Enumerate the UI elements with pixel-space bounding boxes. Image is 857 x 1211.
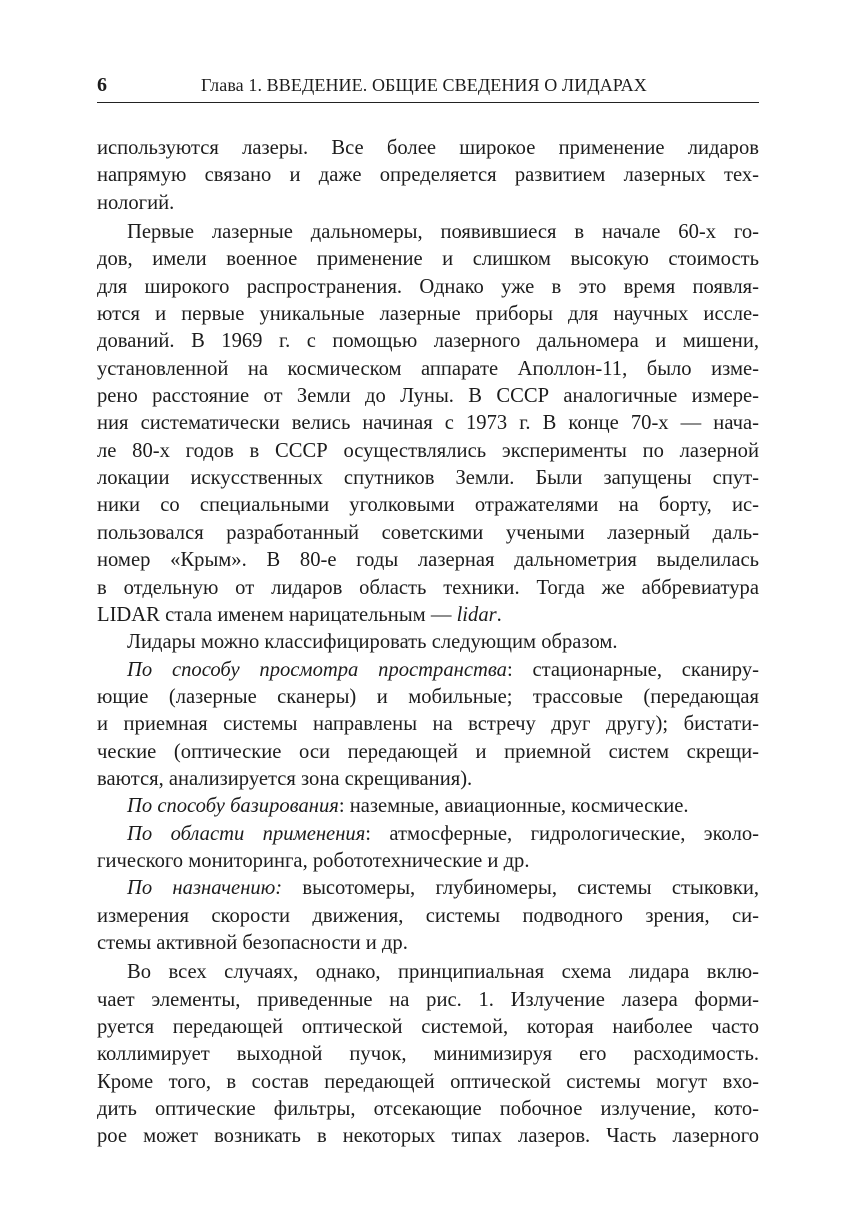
text-line: коллимирует выходной пучок, минимизируя его расходимость. — [97, 1043, 759, 1066]
body-text — [97, 135, 759, 1151]
page-header — [97, 72, 759, 103]
italic-term: По способу базирования — [127, 795, 339, 818]
text-run: высотомеры, глубиномеры, системы стыковки, — [282, 877, 759, 900]
text-line: ле 80-х годов в СССР осуществлялись эксперименты по лазерной — [97, 439, 759, 462]
text-line: ющие (лазерные сканеры) и мобильные; трассовые (передающая — [97, 685, 759, 708]
text-line: установленной на космическом аппарате Аполлон-11, было изме- — [97, 357, 759, 380]
text-line: дить оптические фильтры, отсекающие побочное излучение, кото- — [97, 1098, 759, 1121]
text-line: дов, имели военное применение и слишком высокую стоимость — [97, 248, 759, 271]
running-head: Глава 1. ВВЕДЕНИЕ. ОБЩИЕ СВЕДЕНИЯ О ЛИДАРАХ — [201, 75, 647, 95]
text-line: локации искусственных спутников Земли. Были запущены спут- — [97, 467, 759, 490]
text-line: рое может возникать в некоторых типах лазеров. Часть лазерного — [97, 1125, 759, 1148]
text-line: рено расстояние от Земли до Луны. В СССР аналогичные измере- — [97, 385, 759, 408]
text-line: в отдельную от лидаров область техники. Тогда же аббревиатура — [97, 576, 759, 599]
text-line: Во всех случаях, однако, принципиальная схема лидара вклю- — [127, 961, 759, 984]
italic-term: По назначению: — [127, 877, 283, 900]
text-line: ются и первые уникальные лазерные приборы для научных иссле- — [97, 303, 759, 326]
text-line — [97, 875, 759, 902]
page-number: 6 — [97, 74, 107, 96]
text-run: : наземные, авиационные, космические. — [338, 795, 689, 818]
text-line — [97, 602, 759, 629]
text-line: стемы активной безопасности и др. — [97, 931, 408, 954]
text-line: пользовался разработанный советскими учеными лазерный даль- — [97, 521, 759, 544]
text-line — [97, 657, 759, 684]
text-line: используются лазеры. Все более широкое применение лидаров — [97, 137, 759, 159]
text-line: номер «Крым». В 80-е годы лазерная дальнометрия выделилась — [97, 549, 759, 572]
text-line — [97, 793, 759, 820]
text-line: ваются, анализируется зона скрещивания). — [97, 767, 473, 790]
text-line: дований. В 1969 г. с помощью лазерного дальномера и мишени, — [97, 330, 759, 353]
text-run: LIDAR стала именем нарицательным — — [97, 603, 457, 626]
italic-term: По области применения — [127, 822, 366, 845]
text-run: . — [496, 603, 502, 626]
text-line: ния систематически велись начиная с 1973 г. В конце 70-х — нача- — [97, 412, 759, 435]
italic-term: lidar — [456, 603, 497, 626]
text-run: : атмосферные, гидрологические, эколо- — [365, 822, 760, 845]
text-run: : стационарные, сканиру- — [506, 658, 759, 681]
text-line: Лидары можно классифицировать следующим образом. — [127, 631, 618, 654]
text-line: для широкого распространения. Однако уже в это время появля- — [97, 275, 759, 298]
italic-term: По способу просмотра пространства — [127, 658, 507, 681]
text-line: ческие (оптические оси передающей и приемной систем скрещи- — [97, 740, 759, 763]
text-line: Первые лазерные дальномеры, появившиеся в начале 60-х го- — [127, 221, 759, 244]
text-line — [97, 821, 759, 848]
text-line: измерения скорости движения, системы подводного зрения, си- — [97, 904, 759, 927]
text-line: руется передающей оптической системой, которая наиболее часто — [97, 1016, 759, 1038]
text-line: ники со специальными уголковыми отражателями на борту, ис- — [97, 494, 759, 517]
text-line: нологий. — [97, 191, 175, 214]
text-line: Кроме того, в состав передающей оптической системы могут вхо- — [97, 1070, 759, 1093]
text-line: гического мониторинга, робототехнические и др. — [97, 849, 530, 872]
text-line: чает элементы, приведенные на рис. 1. Излучение лазера форми- — [97, 988, 759, 1011]
text-line: и приемная системы направлены на встречу друг другу); бистати- — [97, 713, 759, 736]
text-line: напрямую связано и даже определяется развитием лазерных тех- — [97, 164, 759, 187]
